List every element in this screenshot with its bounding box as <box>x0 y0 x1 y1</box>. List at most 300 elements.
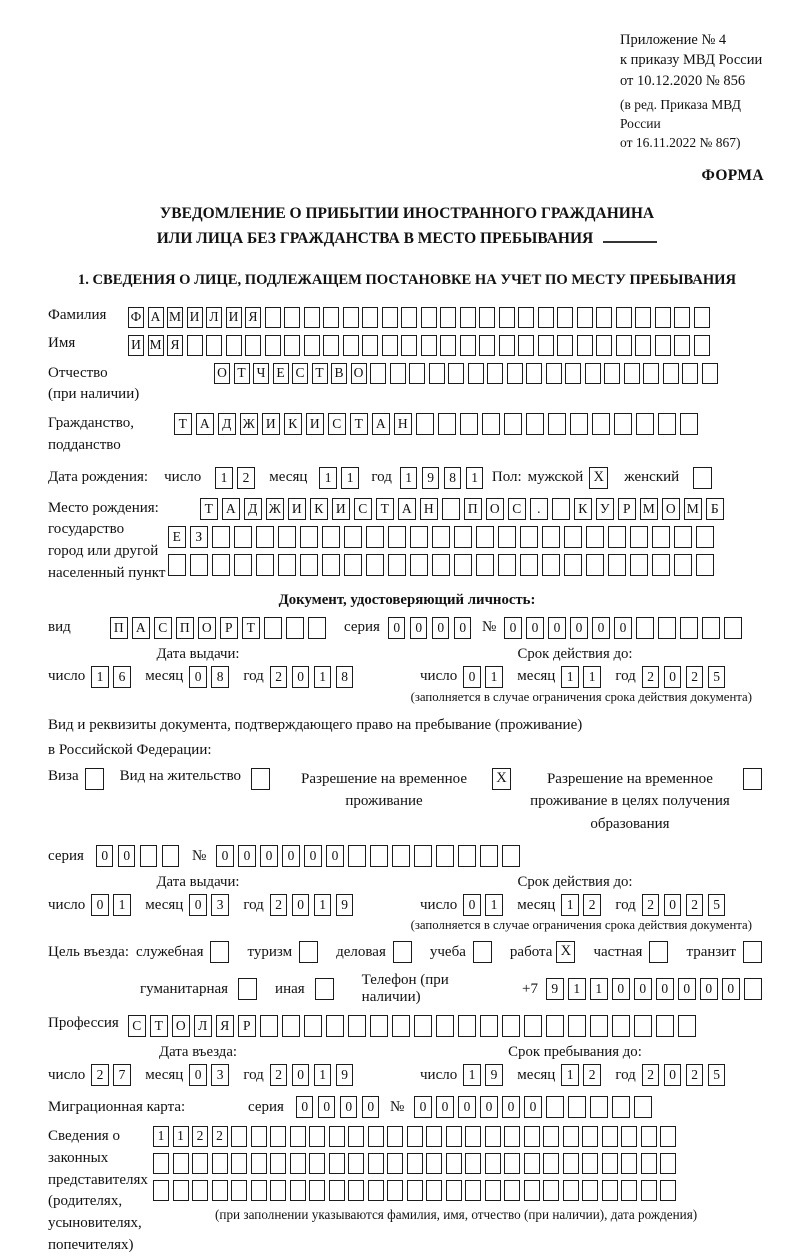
char-cell[interactable]: А <box>148 307 164 328</box>
char-cell[interactable] <box>348 1015 366 1037</box>
char-cell[interactable]: 7 <box>113 1064 131 1086</box>
char-cell[interactable]: Д <box>218 413 236 435</box>
female-checkbox[interactable] <box>693 467 712 489</box>
char-cell[interactable]: 0 <box>524 1096 542 1118</box>
char-cell[interactable] <box>278 554 296 576</box>
char-cell[interactable] <box>538 307 554 328</box>
char-cell[interactable]: . <box>530 498 548 520</box>
char-cell[interactable]: М <box>640 498 658 520</box>
char-cell[interactable] <box>251 1126 267 1147</box>
char-cell[interactable] <box>270 1153 286 1174</box>
char-cell[interactable] <box>504 1180 520 1201</box>
char-cell[interactable] <box>524 1180 540 1201</box>
char-cell[interactable] <box>526 413 544 435</box>
char-cell[interactable] <box>326 1015 344 1037</box>
char-cell[interactable] <box>304 307 320 328</box>
tourism-checkbox[interactable] <box>299 941 318 963</box>
char-cell[interactable]: 0 <box>614 617 632 639</box>
char-cell[interactable] <box>621 1153 637 1174</box>
temp-residence-edu-checkbox[interactable] <box>743 768 762 790</box>
char-cell[interactable]: 0 <box>664 666 682 688</box>
char-cell[interactable] <box>432 526 450 548</box>
char-cell[interactable]: 3 <box>211 1064 229 1086</box>
char-cell[interactable] <box>621 1126 637 1147</box>
other-purpose-checkbox[interactable] <box>315 978 334 1000</box>
char-cell[interactable]: 2 <box>237 467 255 489</box>
char-cell[interactable] <box>655 335 671 356</box>
char-cell[interactable]: 0 <box>548 617 566 639</box>
char-cell[interactable]: О <box>198 617 216 639</box>
char-cell[interactable]: С <box>128 1015 146 1037</box>
char-cell[interactable] <box>231 1153 247 1174</box>
char-cell[interactable] <box>479 307 495 328</box>
char-cell[interactable]: 2 <box>212 1126 228 1147</box>
char-cell[interactable] <box>366 526 384 548</box>
char-cell[interactable] <box>557 307 573 328</box>
char-cell[interactable] <box>436 1015 454 1037</box>
char-cell[interactable]: С <box>292 363 308 384</box>
char-cell[interactable]: 0 <box>656 978 674 1000</box>
char-cell[interactable] <box>568 1096 586 1118</box>
char-cell[interactable]: 1 <box>561 1064 579 1086</box>
char-cell[interactable] <box>557 335 573 356</box>
char-cell[interactable] <box>153 1153 169 1174</box>
char-cell[interactable] <box>308 617 326 639</box>
char-cell[interactable]: 9 <box>546 978 564 1000</box>
char-cell[interactable] <box>612 1015 630 1037</box>
business-checkbox[interactable] <box>393 941 412 963</box>
char-cell[interactable] <box>446 1180 462 1201</box>
char-cell[interactable] <box>577 335 593 356</box>
char-cell[interactable]: И <box>332 498 350 520</box>
char-cell[interactable] <box>300 526 318 548</box>
char-cell[interactable] <box>630 526 648 548</box>
char-cell[interactable] <box>409 363 425 384</box>
char-cell[interactable]: 0 <box>410 617 428 639</box>
char-cell[interactable]: А <box>132 617 150 639</box>
char-cell[interactable]: П <box>176 617 194 639</box>
char-cell[interactable] <box>652 526 670 548</box>
char-cell[interactable] <box>231 1180 247 1201</box>
char-cell[interactable] <box>568 1015 586 1037</box>
char-cell[interactable] <box>140 845 158 867</box>
char-cell[interactable] <box>616 335 632 356</box>
char-cell[interactable]: 9 <box>422 467 440 489</box>
char-cell[interactable]: Н <box>394 413 412 435</box>
char-cell[interactable] <box>458 845 476 867</box>
char-cell[interactable] <box>585 363 601 384</box>
char-cell[interactable]: У <box>596 498 614 520</box>
char-cell[interactable] <box>674 554 692 576</box>
char-cell[interactable] <box>504 1153 520 1174</box>
char-cell[interactable] <box>387 1126 403 1147</box>
char-cell[interactable]: Ч <box>253 363 269 384</box>
char-cell[interactable]: И <box>128 335 144 356</box>
char-cell[interactable] <box>592 413 610 435</box>
char-cell[interactable] <box>660 1153 676 1174</box>
work-checkbox[interactable]: X <box>556 941 575 963</box>
char-cell[interactable]: И <box>187 307 203 328</box>
char-cell[interactable] <box>702 617 720 639</box>
char-cell[interactable] <box>329 1126 345 1147</box>
char-cell[interactable]: 0 <box>282 845 300 867</box>
char-cell[interactable] <box>442 498 460 520</box>
char-cell[interactable]: 0 <box>96 845 114 867</box>
char-cell[interactable] <box>485 1153 501 1174</box>
char-cell[interactable]: Е <box>273 363 289 384</box>
char-cell[interactable] <box>448 363 464 384</box>
char-cell[interactable]: 1 <box>485 666 503 688</box>
char-cell[interactable] <box>231 1126 247 1147</box>
char-cell[interactable]: С <box>508 498 526 520</box>
char-cell[interactable]: 2 <box>642 666 660 688</box>
char-cell[interactable] <box>173 1180 189 1201</box>
char-cell[interactable]: К <box>310 498 328 520</box>
char-cell[interactable] <box>582 1126 598 1147</box>
char-cell[interactable] <box>187 335 203 356</box>
char-cell[interactable]: Е <box>168 526 186 548</box>
char-cell[interactable]: 1 <box>561 894 579 916</box>
char-cell[interactable] <box>498 526 516 548</box>
char-cell[interactable] <box>226 335 242 356</box>
char-cell[interactable] <box>382 307 398 328</box>
char-cell[interactable]: М <box>167 307 183 328</box>
char-cell[interactable] <box>348 1153 364 1174</box>
char-cell[interactable]: С <box>328 413 346 435</box>
char-cell[interactable]: 0 <box>238 845 256 867</box>
char-cell[interactable] <box>370 845 388 867</box>
char-cell[interactable]: Ж <box>240 413 258 435</box>
study-checkbox[interactable] <box>473 941 492 963</box>
char-cell[interactable] <box>245 335 261 356</box>
char-cell[interactable] <box>468 363 484 384</box>
char-cell[interactable]: Т <box>242 617 260 639</box>
char-cell[interactable]: О <box>214 363 230 384</box>
char-cell[interactable]: 1 <box>568 978 586 1000</box>
char-cell[interactable]: Т <box>174 413 192 435</box>
char-cell[interactable]: К <box>284 413 302 435</box>
char-cell[interactable] <box>343 335 359 356</box>
char-cell[interactable] <box>563 1153 579 1174</box>
char-cell[interactable] <box>234 526 252 548</box>
char-cell[interactable] <box>322 554 340 576</box>
char-cell[interactable] <box>460 335 476 356</box>
char-cell[interactable] <box>663 363 679 384</box>
char-cell[interactable] <box>436 845 454 867</box>
char-cell[interactable]: 0 <box>432 617 450 639</box>
char-cell[interactable]: Р <box>238 1015 256 1037</box>
char-cell[interactable] <box>602 1180 618 1201</box>
char-cell[interactable]: 0 <box>722 978 740 1000</box>
char-cell[interactable]: О <box>662 498 680 520</box>
char-cell[interactable] <box>446 1153 462 1174</box>
char-cell[interactable]: 5 <box>708 1064 726 1086</box>
char-cell[interactable]: Р <box>618 498 636 520</box>
char-cell[interactable] <box>234 554 252 576</box>
char-cell[interactable]: Т <box>150 1015 168 1037</box>
char-cell[interactable]: О <box>486 498 504 520</box>
char-cell[interactable] <box>696 526 714 548</box>
char-cell[interactable] <box>608 554 626 576</box>
char-cell[interactable] <box>388 526 406 548</box>
char-cell[interactable] <box>286 617 304 639</box>
char-cell[interactable]: 1 <box>113 894 131 916</box>
char-cell[interactable] <box>498 554 516 576</box>
char-cell[interactable] <box>366 554 384 576</box>
char-cell[interactable] <box>548 413 566 435</box>
char-cell[interactable]: 0 <box>388 617 406 639</box>
char-cell[interactable] <box>460 413 478 435</box>
char-cell[interactable]: Т <box>200 498 218 520</box>
char-cell[interactable]: 0 <box>326 845 344 867</box>
char-cell[interactable] <box>643 363 659 384</box>
char-cell[interactable] <box>596 335 612 356</box>
char-cell[interactable]: 0 <box>463 894 481 916</box>
char-cell[interactable] <box>251 1153 267 1174</box>
char-cell[interactable] <box>485 1180 501 1201</box>
char-cell[interactable] <box>635 335 651 356</box>
char-cell[interactable] <box>507 363 523 384</box>
char-cell[interactable]: О <box>351 363 367 384</box>
char-cell[interactable]: А <box>372 413 390 435</box>
char-cell[interactable]: 5 <box>708 666 726 688</box>
char-cell[interactable] <box>212 1153 228 1174</box>
char-cell[interactable] <box>586 554 604 576</box>
char-cell[interactable] <box>520 554 538 576</box>
char-cell[interactable]: 0 <box>189 666 207 688</box>
char-cell[interactable]: 2 <box>91 1064 109 1086</box>
char-cell[interactable] <box>674 335 690 356</box>
char-cell[interactable]: 1 <box>561 666 579 688</box>
char-cell[interactable]: 0 <box>502 1096 520 1118</box>
char-cell[interactable] <box>284 335 300 356</box>
char-cell[interactable] <box>300 554 318 576</box>
char-cell[interactable]: Н <box>420 498 438 520</box>
char-cell[interactable] <box>616 307 632 328</box>
char-cell[interactable]: 2 <box>686 666 704 688</box>
char-cell[interactable]: Л <box>206 307 222 328</box>
char-cell[interactable] <box>410 526 428 548</box>
char-cell[interactable] <box>543 1180 559 1201</box>
char-cell[interactable] <box>563 1126 579 1147</box>
char-cell[interactable] <box>322 526 340 548</box>
char-cell[interactable] <box>265 335 281 356</box>
char-cell[interactable] <box>290 1153 306 1174</box>
char-cell[interactable] <box>655 307 671 328</box>
char-cell[interactable] <box>270 1126 286 1147</box>
char-cell[interactable] <box>309 1180 325 1201</box>
char-cell[interactable]: Т <box>312 363 328 384</box>
char-cell[interactable] <box>348 1126 364 1147</box>
char-cell[interactable]: 2 <box>192 1126 208 1147</box>
char-cell[interactable] <box>502 845 520 867</box>
char-cell[interactable]: 0 <box>678 978 696 1000</box>
char-cell[interactable] <box>702 363 718 384</box>
char-cell[interactable]: 1 <box>314 666 332 688</box>
char-cell[interactable] <box>524 1015 542 1037</box>
char-cell[interactable] <box>251 1180 267 1201</box>
char-cell[interactable]: 0 <box>296 1096 314 1118</box>
char-cell[interactable] <box>460 307 476 328</box>
char-cell[interactable]: А <box>398 498 416 520</box>
char-cell[interactable] <box>635 307 651 328</box>
char-cell[interactable] <box>410 554 428 576</box>
char-cell[interactable]: 0 <box>292 666 310 688</box>
char-cell[interactable] <box>636 413 654 435</box>
char-cell[interactable] <box>660 1180 676 1201</box>
char-cell[interactable]: 2 <box>642 1064 660 1086</box>
char-cell[interactable]: 2 <box>686 1064 704 1086</box>
transit-checkbox[interactable] <box>743 941 762 963</box>
char-cell[interactable] <box>682 363 698 384</box>
char-cell[interactable] <box>421 307 437 328</box>
char-cell[interactable]: 2 <box>642 894 660 916</box>
char-cell[interactable] <box>304 335 320 356</box>
private-checkbox[interactable] <box>649 941 668 963</box>
char-cell[interactable] <box>370 1015 388 1037</box>
char-cell[interactable] <box>479 335 495 356</box>
char-cell[interactable] <box>438 413 456 435</box>
char-cell[interactable] <box>586 526 604 548</box>
char-cell[interactable]: 3 <box>211 894 229 916</box>
char-cell[interactable]: П <box>110 617 128 639</box>
char-cell[interactable] <box>504 1126 520 1147</box>
char-cell[interactable] <box>612 1096 630 1118</box>
char-cell[interactable] <box>552 498 570 520</box>
char-cell[interactable] <box>487 363 503 384</box>
char-cell[interactable]: 1 <box>583 666 601 688</box>
char-cell[interactable] <box>658 413 676 435</box>
char-cell[interactable] <box>440 307 456 328</box>
char-cell[interactable] <box>387 1180 403 1201</box>
char-cell[interactable]: И <box>288 498 306 520</box>
char-cell[interactable] <box>694 307 710 328</box>
char-cell[interactable] <box>429 363 445 384</box>
char-cell[interactable]: 1 <box>466 467 484 489</box>
char-cell[interactable]: 0 <box>304 845 322 867</box>
char-cell[interactable] <box>482 413 500 435</box>
char-cell[interactable]: 2 <box>270 1064 288 1086</box>
char-cell[interactable] <box>480 845 498 867</box>
char-cell[interactable] <box>192 1153 208 1174</box>
char-cell[interactable] <box>458 1015 476 1037</box>
char-cell[interactable]: П <box>464 498 482 520</box>
char-cell[interactable]: И <box>306 413 324 435</box>
char-cell[interactable]: 2 <box>583 894 601 916</box>
char-cell[interactable] <box>414 845 432 867</box>
char-cell[interactable] <box>370 363 386 384</box>
char-cell[interactable]: 0 <box>480 1096 498 1118</box>
char-cell[interactable] <box>206 335 222 356</box>
char-cell[interactable]: 2 <box>583 1064 601 1086</box>
char-cell[interactable] <box>502 1015 520 1037</box>
char-cell[interactable] <box>454 526 472 548</box>
char-cell[interactable] <box>564 554 582 576</box>
char-cell[interactable] <box>465 1126 481 1147</box>
char-cell[interactable]: 0 <box>504 617 522 639</box>
char-cell[interactable]: О <box>172 1015 190 1037</box>
char-cell[interactable]: 1 <box>153 1126 169 1147</box>
char-cell[interactable]: 8 <box>336 666 354 688</box>
char-cell[interactable]: 0 <box>318 1096 336 1118</box>
char-cell[interactable] <box>543 1153 559 1174</box>
char-cell[interactable] <box>680 413 698 435</box>
char-cell[interactable] <box>270 1180 286 1201</box>
char-cell[interactable] <box>624 363 640 384</box>
char-cell[interactable]: 0 <box>458 1096 476 1118</box>
char-cell[interactable] <box>416 413 434 435</box>
char-cell[interactable] <box>641 1180 657 1201</box>
char-cell[interactable]: 0 <box>570 617 588 639</box>
char-cell[interactable]: 1 <box>314 894 332 916</box>
char-cell[interactable] <box>284 307 300 328</box>
char-cell[interactable]: 1 <box>463 1064 481 1086</box>
char-cell[interactable]: 0 <box>592 617 610 639</box>
char-cell[interactable] <box>454 554 472 576</box>
char-cell[interactable] <box>407 1126 423 1147</box>
char-cell[interactable] <box>518 307 534 328</box>
char-cell[interactable]: 0 <box>612 978 630 1000</box>
char-cell[interactable] <box>309 1126 325 1147</box>
char-cell[interactable] <box>526 363 542 384</box>
char-cell[interactable] <box>518 335 534 356</box>
char-cell[interactable] <box>656 1015 674 1037</box>
char-cell[interactable]: Ф <box>128 307 144 328</box>
char-cell[interactable] <box>329 1180 345 1201</box>
char-cell[interactable] <box>499 307 515 328</box>
char-cell[interactable] <box>323 307 339 328</box>
char-cell[interactable]: Ж <box>266 498 284 520</box>
char-cell[interactable]: С <box>354 498 372 520</box>
char-cell[interactable]: 0 <box>340 1096 358 1118</box>
char-cell[interactable] <box>192 1180 208 1201</box>
char-cell[interactable] <box>542 526 560 548</box>
char-cell[interactable] <box>162 845 180 867</box>
char-cell[interactable]: К <box>574 498 592 520</box>
char-cell[interactable] <box>392 845 410 867</box>
char-cell[interactable] <box>344 526 362 548</box>
char-cell[interactable] <box>680 617 698 639</box>
char-cell[interactable]: 6 <box>113 666 131 688</box>
char-cell[interactable] <box>476 526 494 548</box>
char-cell[interactable] <box>382 335 398 356</box>
char-cell[interactable] <box>630 554 648 576</box>
char-cell[interactable] <box>674 526 692 548</box>
char-cell[interactable]: 1 <box>341 467 359 489</box>
char-cell[interactable]: 0 <box>292 1064 310 1086</box>
char-cell[interactable] <box>168 554 186 576</box>
char-cell[interactable] <box>614 413 632 435</box>
char-cell[interactable] <box>414 1015 432 1037</box>
char-cell[interactable] <box>480 1015 498 1037</box>
char-cell[interactable] <box>212 526 230 548</box>
char-cell[interactable]: 0 <box>189 1064 207 1086</box>
char-cell[interactable] <box>724 617 742 639</box>
char-cell[interactable] <box>636 617 654 639</box>
char-cell[interactable] <box>602 1126 618 1147</box>
char-cell[interactable]: Я <box>216 1015 234 1037</box>
char-cell[interactable] <box>694 335 710 356</box>
char-cell[interactable] <box>590 1096 608 1118</box>
char-cell[interactable]: 8 <box>444 467 462 489</box>
char-cell[interactable]: 1 <box>314 1064 332 1086</box>
char-cell[interactable]: М <box>148 335 164 356</box>
char-cell[interactable]: И <box>226 307 242 328</box>
char-cell[interactable]: М <box>684 498 702 520</box>
char-cell[interactable]: 1 <box>590 978 608 1000</box>
char-cell[interactable] <box>465 1153 481 1174</box>
char-cell[interactable] <box>190 554 208 576</box>
